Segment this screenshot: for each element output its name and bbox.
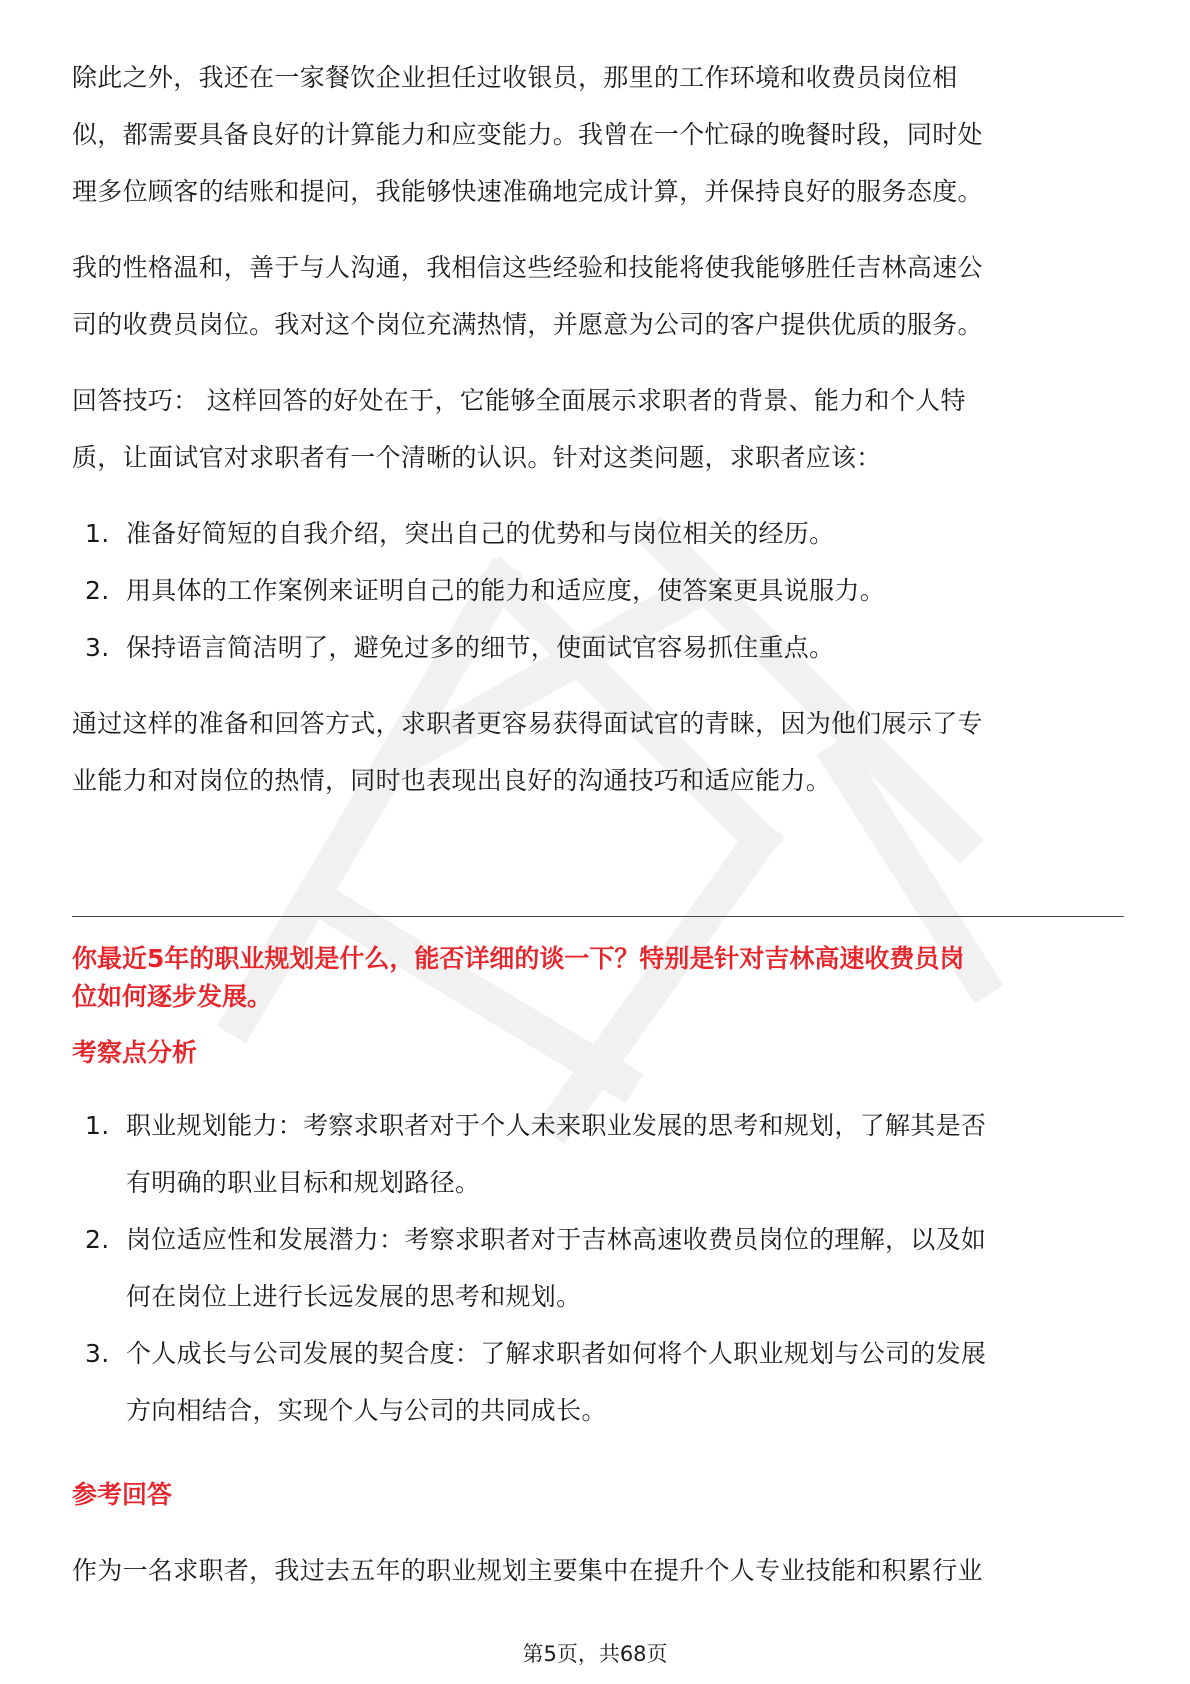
text-line: 除此之外，我还在一家餐饮企业担任过收银员，那里的工作环境和收费员岗位相 xyxy=(72,63,958,92)
text-line: 回答技巧： 这样回答的好处在于，它能够全面展示求职者的背景、能力和个人特 xyxy=(72,386,966,415)
answer-heading: 参考回答 xyxy=(72,1480,173,1509)
list-text: 保持语言简洁明了，避免过多的细节，使面试官容易抓住重点。 xyxy=(126,633,835,662)
list-item xyxy=(72,562,1124,619)
list-item xyxy=(72,1325,1124,1439)
text-line: 业能力和对岗位的热情，同时也表现出良好的沟通技巧和适应能力。 xyxy=(72,766,832,795)
paragraph-personality xyxy=(72,239,1124,353)
paragraph-answer-tips xyxy=(72,372,1124,486)
text-line: 质，让面试官对求职者有一个清晰的认识。针对这类问题，求职者应该： xyxy=(72,443,882,472)
text-line: 我的性格温和，善于与人沟通，我相信这些经验和技能将使我能够胜任吉林高速公 xyxy=(72,253,983,282)
list-text: 准备好简短的自我介绍，突出自己的优势和与岗位相关的经历。 xyxy=(126,519,835,548)
list-number: 3. xyxy=(85,633,110,662)
text-line: 似，都需要具备良好的计算能力和应变能力。我曾在一个忙碌的晚餐时段，同时处 xyxy=(72,120,983,149)
question-title xyxy=(72,940,1124,1016)
list-text: 用具体的工作案例来证明自己的能力和适应度，使答案更具说服力。 xyxy=(126,576,886,605)
section-divider xyxy=(72,916,1124,917)
list-number: 1. xyxy=(85,1111,110,1140)
analysis-heading: 考察点分析 xyxy=(72,1038,198,1067)
list-number: 2. xyxy=(85,1225,110,1254)
list-item xyxy=(72,619,1124,676)
question-line: 位如何逐步发展。 xyxy=(72,982,273,1011)
analysis-list xyxy=(72,1097,1124,1439)
text-line: 通过这样的准备和回答方式，求职者更容易获得面试官的青睐，因为他们展示了专 xyxy=(72,709,983,738)
list-text: 何在岗位上进行长远发展的思考和规划。 xyxy=(126,1282,582,1311)
list-number: 2. xyxy=(85,576,110,605)
text-line: 理多位顾客的结账和提问，我能够快速准确地完成计算，并保持良好的服务态度。 xyxy=(72,177,983,206)
page-footer: 第5页，共68页 xyxy=(522,1642,668,1666)
paragraph-conclusion xyxy=(72,695,1124,809)
list-number: 1. xyxy=(85,519,110,548)
question-line: 你最近5年的职业规划是什么，能否详细的谈一下？特别是针对吉林高速收费员岗 xyxy=(72,944,965,973)
tips-list xyxy=(72,505,1124,676)
text-line: 司的收费员岗位。我对这个岗位充满热情，并愿意为公司的客户提供优质的服务。 xyxy=(72,310,983,339)
list-item xyxy=(72,1097,1124,1211)
answer-paragraph: 作为一名求职者，我过去五年的职业规划主要集中在提升个人专业技能和积累行业 xyxy=(72,1556,983,1585)
list-text: 岗位适应性和发展潜力：考察求职者对于吉林高速收费员岗位的理解，以及如 xyxy=(126,1225,987,1254)
list-item xyxy=(72,1211,1124,1325)
list-text: 有明确的职业目标和规划路径。 xyxy=(126,1168,481,1197)
list-text: 方向相结合，实现个人与公司的共同成长。 xyxy=(126,1396,607,1425)
list-text: 职业规划能力：考察求职者对于个人未来职业发展的思考和规划，了解其是否 xyxy=(126,1111,987,1140)
list-text: 个人成长与公司发展的契合度：了解求职者如何将个人职业规划与公司的发展 xyxy=(126,1339,987,1368)
list-item xyxy=(72,505,1124,562)
paragraph-cashier-experience xyxy=(72,49,1124,220)
list-number: 3. xyxy=(85,1339,110,1368)
